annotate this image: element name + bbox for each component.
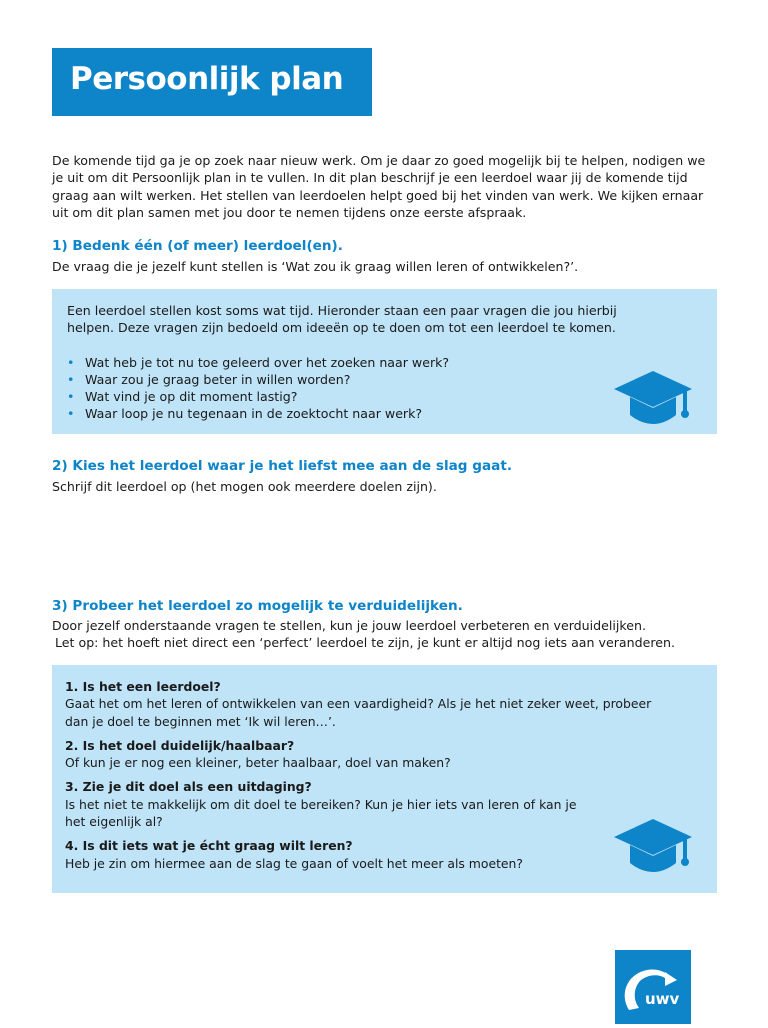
list-item [67, 388, 617, 405]
graduation-cap-icon [612, 815, 694, 879]
page-title: Persoonlijk plan [52, 48, 372, 116]
box-intro: Een leerdoel stellen kost soms wat tijd. Hieronder staan een paar vragen die jou hierbij helpen. Deze vragen zijn bedoeld om ideeën op te doen om tot een leerdoel te komen. [67, 303, 617, 336]
section2-heading: 2) Kies het leerdoel waar je het liefst mee aan de slag gaat. [52, 458, 513, 474]
uwv-swoosh-icon [615, 950, 691, 1024]
question-text: Heb je zin om hiermee aan de slag te gaan of voelt het meer als moeten? [65, 855, 523, 871]
question-list [67, 354, 617, 423]
question-4 [65, 837, 697, 872]
question-text: Gaat het om het leren of ontwikkelen van een vaardigheid? Als je het niet zeker weet, probeer dan je doel te beginnen met ‘Ik wil leren…’. [65, 696, 652, 729]
intro-text: De komende tijd ga je op zoek naar nieuw werk. Om je daar zo goed mogelijk bij te helpen, nodigen we je uit om dit Persoonlijk plan in te vullen. In dit plan beschrijf je een leerdoel waar jij de komende tijd graag aan wilt werken. Het stellen van leerdoelen helpt goed bij het vinden van werk. We kijken ernaar uit om dit plan samen met jou door te nemen tijdens onze eerste afspraak. [52, 153, 706, 220]
question-2 [65, 737, 697, 772]
question-1 [65, 678, 697, 730]
bullet-icon: • [67, 406, 75, 422]
section3-info-box [52, 665, 717, 893]
uwv-logo [615, 950, 691, 1024]
section3-text1: Door jezelf onderstaande vragen te stellen, kun je jouw leerdoel verbeteren en verduidelijken. [52, 618, 646, 633]
list-item [67, 371, 617, 388]
section1-heading: 1) Bedenk één (of meer) leerdoel(en). [52, 238, 343, 254]
bullet-icon: • [67, 389, 75, 405]
list-item-text: Wat vind je op dit moment lastig? [85, 389, 298, 405]
list-item-text: Waar loop je nu tegenaan in de zoektocht naar werk? [85, 406, 423, 422]
section2-text: Schrijf dit leerdoel op (het mogen ook meerdere doelen zijn). [52, 479, 437, 494]
list-item [67, 354, 617, 371]
question-text: Is het niet te makkelijk om dit doel te bereiken? Kun je hier iets van leren of kan je het eigenlijk al? [65, 796, 577, 830]
graduation-cap-icon [612, 367, 694, 431]
list-item-text: Waar zou je graag beter in willen worden? [85, 371, 351, 387]
question-text: Of kun je er nog een kleiner, beter haalbaar, doel van maken? [65, 755, 451, 771]
bullet-icon: • [67, 354, 75, 370]
list-item [67, 405, 617, 422]
question-title: 2. Is het doel duidelijk/haalbaar? [65, 737, 295, 753]
section1-info-box [52, 289, 717, 434]
question-title: 3. Zie je dit doel als een uitdaging? [65, 779, 312, 795]
section3-heading: 3) Probeer het leerdoel zo mogelijk te verduidelijken. [52, 598, 463, 614]
logo-text: uwv [645, 990, 680, 1008]
question-title: 1. Is het een leerdoel? [65, 679, 221, 694]
list-item-text: Wat heb je tot nu toe geleerd over het zoeken naar werk? [85, 354, 450, 370]
bullet-icon: • [67, 371, 75, 387]
section3-text2: Let op: het hoeft niet direct een ‘perfect’ leerdoel te zijn, je kunt er altijd nog iets aan veranderen. [55, 635, 675, 650]
question-3 [65, 778, 595, 830]
question-title: 4. Is dit iets wat je écht graag wilt leren? [65, 838, 353, 854]
section1-text: De vraag die je jezelf kunt stellen is ‘Wat zou ik graag willen leren of ontwikkelen?’. [52, 259, 579, 274]
